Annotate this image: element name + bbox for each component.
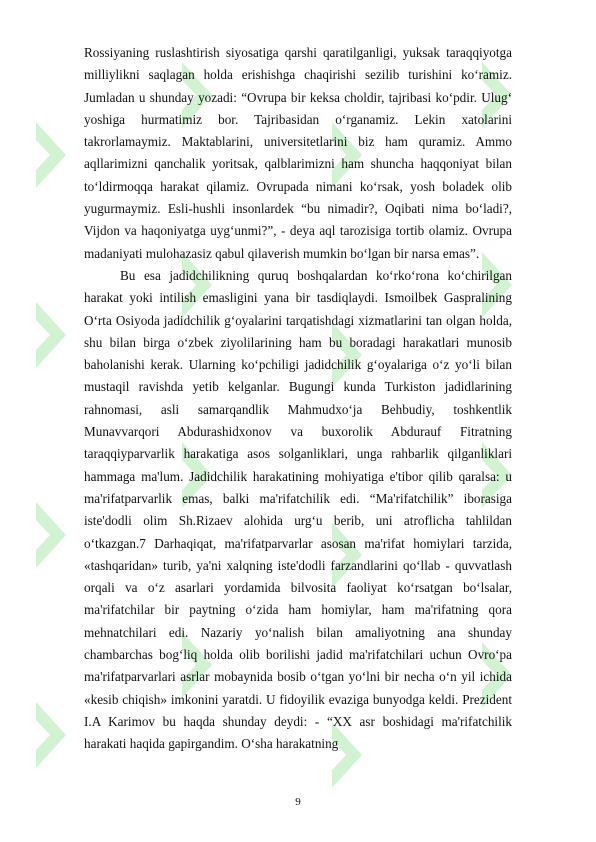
watermark-chevron-icon: [34, 700, 68, 770]
paragraph-2: Bu esa jadidchilikning quruq boshqalardan ko‘rko‘rona ko‘chirilgan harakat yoki intilish emasligini yana bir tasdiqlaydi. Ismoilbek Gaspralining O‘rta Osiyoda jadidchilik g‘oyalarini tarqatishdagi xizmatlarini tan olgan holda, shu bilan birga o‘zbek ziyolilarining ham bu boradagi harakatlari munosib baholanishi kerak. Ularning ko‘pchiligi jadidchilik g‘oyalariga o‘z yo‘li bilan mustaqil ravishda yetib kelganlar. Bugungi kunda Turkiston jadidlarining rahnomasi, asli samarqandlik Mahmudxo‘ja Behbudiy, toshkentlik Munavvarqori Abdurashidxonov va buxorolik Abdurauf Fitratning taraqqiyparvarlik harakatiga asos solganliklari, unga rahbarlik qilganliklari hammaga ma'lum. Jadidchilik harakatining mohiyatiga e'tibor qilib qaralsa: u ma'rifatparvarlik emas, balki ma'rifatchilik edi. “Ma'rifatchilik” iborasiga iste'dodli olim Sh.Rizaev alohida urg‘u berib, uni atroflicha tahlildan o‘tkazgan.7 Darhaqiqat, ma'rifatparvarlar asosan ma'rifat homiylari tarzida, «tashqaridan» turib, ya'ni xalqning iste'dodli farzandlarini qo‘llab - quvvatlash orqali va o‘z asarlari yordamida bilvosita faoliyat ko‘rsatgan bo‘lsalar, ma'rifatchilar bir paytning o‘zida ham homiylar, ham ma'rifatning qora mehnatchilari edi. Nazariy yo‘nalish bilan amaliyotning ana shunday chambarchas bog‘liq holda olib borilishi jadid ma'rifatchilari uchun Ovro‘pa ma'rifatparvarlari asrlar mobaynida bosib o‘tgan yo‘lni bir necha o‘n yil ichida «kesib chiqish» imkonini yaratdi. U fidoyilik evaziga bunyodga keldi. Prezident I.A Karimov bu haqda shunday deydi: - “XX asr boshidagi ma'rifatchilik harakati haqida gapirgandim. O‘sha harakatning: [84, 267, 512, 752]
watermark-chevron-icon: [34, 120, 68, 190]
body-text: [84, 42, 512, 756]
page-number: 9: [295, 796, 301, 808]
watermark-chevron-icon: [34, 300, 68, 370]
paragraph-1: Rossiyaning ruslashtirish siyosatiga qarshi qaratilganligi, yuksak taraqqiyotga milliylikni saqlagan holda erishishga chaqirishi sezilib turishini ko‘ramiz. Jumladan u shunday yozadi: “Ovrupa bir keksa choldir, tajribasi ko‘pdir. Ulug‘ yoshiga hurmatimiz bor. Tajribasidan o‘rganamiz. Lekin xatolarini takrorlamaymiz. Maktablarini, universitetlarini biz ham quramiz. Ammo aqllarimizni qanchalik yoritsak, qalblarimizni ham shuncha haqqoniyat bilan to‘ldirmoqqa harakat qilamiz. Ovrupada nimani ko‘rsak, yosh boladek olib yugurmaymiz. Esli-hushli insonlardek “bu nimadir?, Oqibati nima bo‘ladi?, Vijdon va haqoniyatga uyg‘unmi?”, - deya aql tarozisiga tortib olamiz. Ovrupa madaniyati mulohazasiz qabul qilaverish mumkin bo‘lgan bir narsa emas”.: [84, 45, 512, 261]
watermark-chevron-icon: [34, 500, 68, 570]
